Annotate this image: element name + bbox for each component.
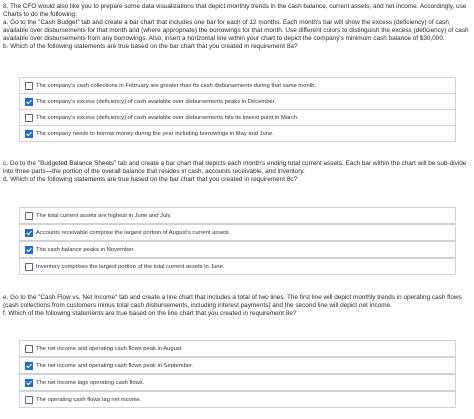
option-b-1[interactable] <box>19 77 456 94</box>
option-label: The net income and operating cash flows peak in September. <box>36 362 194 369</box>
option-d-2[interactable] <box>19 224 456 241</box>
q8-block-c <box>3 160 471 184</box>
q8-intro: 8. The CFO would also like you to prepare some data visualizations that depict monthly trends in the cash balance, current assets, and net income. Accordingly, use Charts to do the following: <box>3 3 467 19</box>
option-label: The cash balance peaks in November. <box>36 246 135 253</box>
q8b-question: b. Which of the following statements are true based on the bar chart that you created in requirement 8a? <box>3 43 298 51</box>
option-label: The net income and operating cash flows peak in August. <box>36 345 183 352</box>
option-label: The company's excess (deficiency) of cash available over disbursements hits its lowest point in March. <box>36 114 299 121</box>
q8a-instructions: a. Go to the "Cash Budget" tab and create a bar chart that includes one bar for each of 12 months. Each month's bar will show the excess (deficiency) of cash available over disbursements for that month and (where appropriate) the borrowings for that month. Use different colors to distinguish the excess (deficiency) of cash available over disbursements from any borrowings. Also, insert a horizontal line within your chart to depict the company's minimum cash balance of $30,000. <box>3 19 469 43</box>
checkbox[interactable] <box>25 114 33 122</box>
checkbox[interactable] <box>25 379 33 387</box>
checkbox[interactable] <box>25 396 33 404</box>
q8d-question: d. Which of the following statements are true based on the bar chart that you created in requirement 8c? <box>3 176 298 184</box>
checkmark-icon <box>26 363 32 369</box>
checkmark-icon <box>26 380 32 386</box>
option-b-2[interactable] <box>19 93 456 110</box>
q8f-question: f. Which of the following statements are true based on the line chart that you created in requirement 8e? <box>3 310 297 318</box>
checkbox[interactable] <box>25 82 33 90</box>
checkmark-icon <box>26 131 32 137</box>
option-f-1[interactable] <box>19 340 456 357</box>
checkbox[interactable] <box>25 246 33 254</box>
option-label: Accounts receivable comprise the largest portion of August's current assets. <box>36 229 231 236</box>
option-label: Inventory comprises the largest portion of the total current assets in June. <box>36 263 225 270</box>
checkbox[interactable] <box>25 212 33 220</box>
checkmark-icon <box>26 247 32 253</box>
checkbox[interactable] <box>25 130 33 138</box>
checkbox[interactable] <box>25 229 33 237</box>
q8e-instructions: e. Go to the "Cash Flow vs. Net Income" tab and create a line chart that includes a total of two lines. The first line will depict monthly trends in operating cash flows (cash collections from customers minus total cash disbursements, including interest payments) and the second line will depict net income. <box>3 294 462 310</box>
checkbox[interactable] <box>25 98 33 106</box>
option-d-1[interactable] <box>19 207 456 224</box>
option-f-2[interactable] <box>19 357 456 374</box>
option-b-3[interactable] <box>19 109 456 126</box>
option-d-4[interactable] <box>19 258 456 275</box>
option-label: The company needs to borrow money during the year including borrowings in May and June. <box>36 130 274 137</box>
option-d-3[interactable] <box>19 241 456 258</box>
option-label: The total current assets are highest in June and July. <box>36 212 172 219</box>
checkbox[interactable] <box>25 345 33 353</box>
q8-block-a <box>3 3 471 52</box>
option-label: The company's cash collections in February are greater than its cash disbursements during that same month. <box>36 82 317 89</box>
q8-block-e <box>3 294 471 318</box>
option-label: The company's excess (deficiency) of cash available over disbursements peaks in December. <box>36 98 276 105</box>
checkmark-icon <box>26 99 32 105</box>
q8c-instructions: c. Go to the "Budgeted Balance Sheets" tab and create a bar chart that depicts each month's ending total current assets. Each bar within the chart will be sub-divide into three parts—the portion of the overall balance that resides in cash, accounts receivable, and inventory. <box>3 160 467 176</box>
option-b-4[interactable] <box>19 125 456 142</box>
option-f-4[interactable] <box>19 391 456 408</box>
option-label: The net income lags operating cash flows. <box>36 379 145 386</box>
option-f-3[interactable] <box>19 374 456 391</box>
checkbox[interactable] <box>25 263 33 271</box>
option-label: The operating cash flows lag net income. <box>36 396 142 403</box>
checkmark-icon <box>26 230 32 236</box>
checkbox[interactable] <box>25 362 33 370</box>
